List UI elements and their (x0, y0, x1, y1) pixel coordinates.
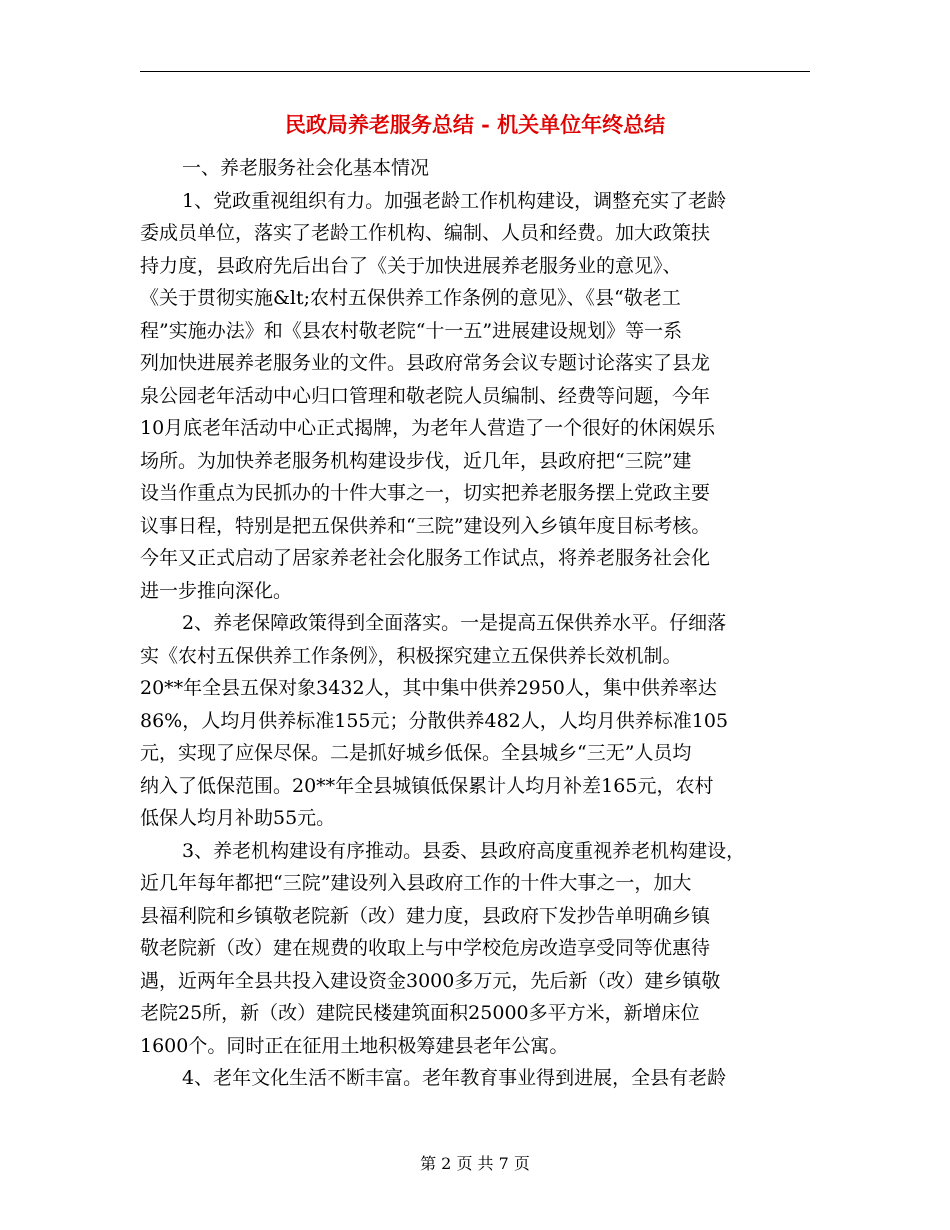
paragraph-line: 低保人均月补助55元。 (140, 807, 336, 829)
paragraph-line: 县福利院和乡镇敬老院新（改）建力度，县政府下发抄告单明确乡镇 (140, 904, 711, 927)
paragraph-line: 4、老年文化生活不断丰富。老年教育事业得到进展，全县有老龄 (182, 1067, 727, 1089)
paragraph-line: 场所。为加快养老服务机构建设步伐，近几年，县政府把“三院”建 (140, 449, 692, 472)
paragraph-line: 元，实现了应保尽保。二是抓好城乡低保。全县城乡“三无”人员均 (140, 742, 692, 764)
paragraph-line: 泉公园老年活动中心归口管理和敬老院人员编制、经费等问题，今年 (140, 384, 711, 407)
page-number: 第 2 页 共 7 页 (420, 1154, 530, 1173)
paragraph-line: 遇，近两年全县共投入建设资金3000多万元，先后新（改）建乡镇敬 (140, 969, 721, 992)
paragraph-line: 1600个。同时正在征用土地积极筹建县老年公寓。 (140, 1034, 569, 1057)
paragraph-line: 10月底老年活动中心正式揭牌，为老年人营造了一个很好的休闲娱乐 (140, 417, 716, 439)
paragraph-line: 近几年每年都把“三院”建设列入县政府工作的十件大事之一，加大 (140, 872, 692, 894)
paragraph-line: 3、养老机构建设有序推动。县委、县政府高度重视养老机构建设， (182, 839, 746, 862)
paragraph-line: 20**年全县五保对象3432人，其中集中供养2950人，集中供养率达 (140, 677, 717, 699)
paragraph-line: 程”实施办法》和《县农村敬老院“十一五”进展建设规划》等一系 (140, 319, 683, 342)
paragraph-line: 敬老院新（改）建在规费的收取上与中学校危房改造享受同等优惠待 (140, 937, 711, 959)
paragraph-line: 《关于贯彻实施&lt;农村五保供养工作条例的意见》、《县“敬老工 (140, 287, 681, 309)
paragraph-line: 一、养老服务社会化基本情况 (182, 157, 430, 179)
paragraph-line: 持力度，县政府先后出台了《关于加快进展养老服务业的意见》、 (140, 254, 682, 277)
paragraph-line: 设当作重点为民抓办的十件大事之一，切实把养老服务摆上党政主要 (140, 482, 711, 504)
paragraph-line: 1、党政重视组织有力。加强老龄工作机构建设，调整充实了老龄 (182, 189, 727, 212)
paragraph-line: 进一步推向深化。 (140, 579, 293, 602)
header-rule (140, 71, 810, 72)
paragraph-line: 列加快进展养老服务业的文件。县政府常务会议专题讨论落实了县龙 (140, 352, 711, 374)
paragraph-line: 2、养老保障政策得到全面落实。一是提高五保供养水平。仔细落 (182, 612, 727, 634)
paragraph-line: 老院25所，新（改）建院民楼建筑面积25000多平方米，新增床位 (140, 1002, 700, 1024)
document-title: 民政局养老服务总结 - 机关单位年终总结 (284, 112, 666, 137)
paragraph-line: 实《农村五保供养工作条例》，积极探究建立五保供养长效机制。 (140, 644, 682, 667)
paragraph-line: 纳入了低保范围。20**年全县城镇低保累计人均月补差165元，农村 (140, 774, 714, 797)
paragraph-line: 委成员单位，落实了老龄工作机构、编制、人员和经费。加大政策扶 (140, 222, 711, 244)
paragraph-line: 今年又正式启动了居家养老社会化服务工作试点，将养老服务社会化 (140, 547, 711, 569)
document-body (140, 152, 810, 1095)
paragraph-line: 议事日程，特别是把五保供养和“三院”建设列入乡镇年度目标考核。 (140, 514, 711, 537)
paragraph-line: 86%，人均月供养标准155元；分散供养482人，人均月供养标准105 (140, 709, 729, 732)
